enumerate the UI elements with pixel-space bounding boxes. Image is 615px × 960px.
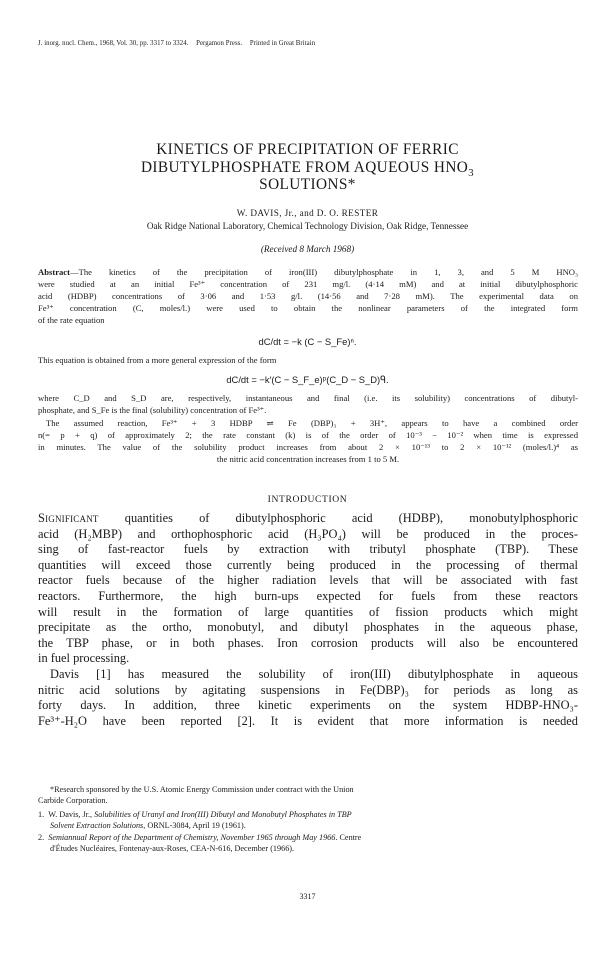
abstract-line: acid (HDBP) concentrations of 3·06 and 1·53 g/l. (14·56 and 7·28 mM). The experimental data on — [38, 290, 578, 301]
abstract-where — [38, 393, 578, 417]
footnote-line: Carbide Corporation. — [38, 796, 108, 806]
body-line: forty days. In addition, three kinetic experiments on the system HDBP-HNO₃- — [38, 698, 578, 713]
reference-2: 2. Semiannual Report of the Department of Chemistry, November 1965 through May 1966. Centre — [38, 832, 362, 842]
introduction-body — [38, 511, 578, 729]
body-line: sing of fast-reactor fuels by extraction with tributyl phosphate (TBP). These — [38, 542, 578, 557]
abstract-line: Abstract—The kinetics of the precipitation of iron(III) dibutylphosphate in 1, 3, and 5 M HNO₃ — [38, 267, 578, 277]
lead-word: Significant — [38, 511, 99, 525]
abstract-line: Fe³⁺ concentration (C, moles/l.) were used to obtain the nonlinear parameters of the integrated form — [38, 302, 578, 313]
title-line-1: KINETICS OF PRECIPITATION OF FERRIC — [156, 141, 459, 158]
body-line: acid (H₂MBP) and orthophosphoric acid (H₃PO₄) will be produced in the proces- — [38, 526, 578, 541]
journal-citation: J. inorg. nucl. Chem., 1968, Vol. 30, pp. 3317 to 3324. — [38, 40, 189, 47]
paper-title — [0, 141, 615, 194]
abstract-line: n(= p + q) of approximately 2; the rate constant (k) is of the order of 10⁻³ − 10⁻² when time is expressed — [38, 429, 578, 440]
abstract-line: The assumed reaction, Fe³⁺ + 3 HDBP ⇌ Fe (DBP)₃ + 3H⁺, appears to have a combined order — [46, 418, 578, 428]
general-expression-line: This equation is obtained from a more general expression of the form — [38, 355, 277, 365]
body-line: will result in the formation of large quantities of fission products which might — [38, 604, 578, 619]
rate-equation: dC/dt = −k (C − S_Fe)ⁿ. — [258, 336, 357, 347]
authors: W. DAVIS, Jr., and D. O. RESTER — [236, 208, 379, 218]
abstract-line: where C_D and S_D are, respectively, instantaneous and final (i.e. its solubility) concentrations of dibutyl- — [38, 393, 578, 403]
abstract-line: phosphate, and S_Fe is the final (solubility) concentration of Fe³⁺. — [38, 404, 267, 415]
body-line: nitric acid solutions by agitating suspensions in Fe(DBP)₃ for periods as long as — [38, 682, 578, 697]
publisher: Pergamon Press. — [196, 40, 243, 47]
footnotes — [38, 784, 578, 854]
body-line: reactors. Furthermore, the high burn-ups expected for fuels from these reactors — [38, 588, 578, 603]
abstract-line: were studied at an initial Fe³⁺ concentration of 231 mg/l. (4·14 mM) and at initial dibutylphosphoric — [38, 278, 578, 289]
abstract-line: of the rate equation — [38, 314, 105, 325]
running-header — [38, 40, 315, 47]
body-line: Fe³⁺-H₂O have been reported [2]. It is evident that more information is needed — [38, 713, 578, 728]
body-line: precipitate as the ortho, monobutyl, and dibutyl phosphates in the aqueous phase, — [38, 620, 578, 635]
affiliation: Oak Ridge National Laboratory, Chemical Technology Division, Oak Ridge, Tennessee — [146, 221, 469, 231]
abstract — [38, 267, 578, 327]
page-number: 3317 — [299, 892, 316, 901]
reference-1-cont: Solvent Extraction Solutions, ORNL-3084, April 19 (1961). — [50, 821, 246, 831]
general-equation: dC/dt = −k′(C − S_F_e)ᵖ(C_D − S_D)ᑫ. — [226, 374, 389, 385]
body-line: Significant quantities of dibutylphosphoric acid (HDBP), monobutylphosphoric — [38, 511, 578, 525]
abstract-line: the nitric acid concentration increases from 1 to 5 M. — [216, 453, 400, 464]
title-line-3: SOLUTIONS* — [259, 176, 356, 194]
body-line: quantities will exceed those currently being produced in the processing of thermal — [38, 557, 578, 572]
body-line: reactor fuels because of the higher radiation levels that will be associated with fast — [38, 573, 578, 588]
reference-1: 1. W. Davis, Jr., Solubilities of Uranyl and Iron(III) Dibutyl and Monobutyl Phosphates in TBP — [38, 809, 352, 819]
body-line: Davis [1] has measured the solubility of iron(III) dibutylphosphate in aqueous — [50, 666, 578, 681]
received-date: (Received 8 March 1968) — [260, 244, 355, 254]
abstract-para-2 — [38, 418, 578, 466]
printed-note: Printed in Great Britain — [249, 40, 316, 47]
title-line-2: DIBUTYLPHOSPHATE FROM AQUEOUS $HNO_3$ — [140, 158, 474, 179]
section-heading: INTRODUCTION — [267, 494, 348, 505]
reference-2-cont: d'Études Nucléaires, Fontenay-aux-Roses, CEA-N-616, December (1966). — [50, 844, 295, 854]
abstract-line: in minutes. The value of the solubility product increases from about 2 × 10⁻¹³ to 2 × 10⁻¹² (moles/l.)⁴ as — [38, 441, 578, 452]
body-line: the TBP phase, or in both phases. Iron corrosion products will also be encountered — [38, 635, 578, 650]
body-line: in fuel processing. — [38, 651, 130, 666]
footnote-line: *Research sponsored by the U.S. Atomic Energy Commission under contract with the Union — [50, 785, 354, 794]
abstract-label: Abstract — [38, 267, 70, 277]
